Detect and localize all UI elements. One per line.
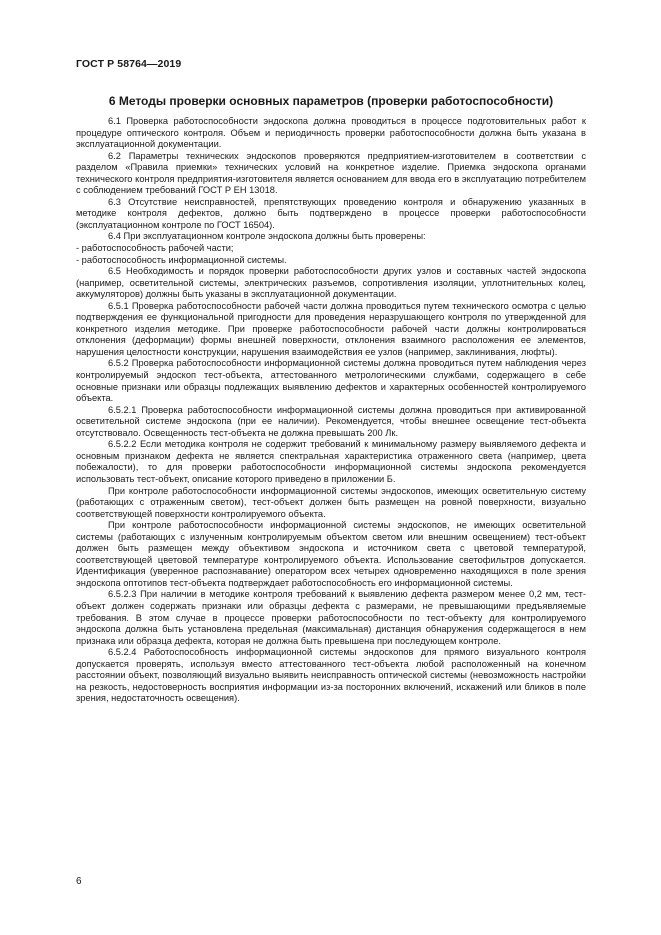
paragraph: 6.3 Отсутствие неисправностей, препятствующих проведению контроля и обнаружению указанных в методике контроля дефектов, должно быть подтверждено в процессе проверки работоспособности (эксплуатационном контроле по ГОСТ 16504). bbox=[76, 196, 586, 230]
page-number: 6 bbox=[76, 876, 82, 887]
paragraph: 6.5 Необходимость и порядок проверки работоспособности других узлов и составных частей эндоскопа (например, осветительной системы, электрических разъемов, сопротивления изоляции, уплотнительных колец, аккумуляторов) должны быть указаны в эксплуатационной документации. bbox=[76, 266, 586, 300]
paragraph: При контроле работоспособности информационной системы эндоскопов, имеющих осветительную систему (работающих с отраженным светом), тест-объект должен быть размещен на ровной поверхности, визуально соответствующей поверхности контролируемого объекта. bbox=[76, 485, 586, 519]
section-title: 6 Методы проверки основных параметров (проверки работоспособности) bbox=[108, 94, 554, 108]
document-body bbox=[76, 116, 586, 705]
list-item: - работоспособность рабочей части; bbox=[76, 243, 234, 254]
paragraph: 6.5.2.2 Если методика контроля не содержит требований к минимальному размеру выявляемого дефекта и основным признаком дефекта не является спектральная характеристика отраженного света (например, цвета побежалости), то для проверки работоспособности информационной системы эндоскопа рекомендуется использовать тест-объект, описание которого приведено в приложении Б. bbox=[76, 439, 586, 484]
document-header: ГОСТ Р 58764—2019 bbox=[76, 58, 182, 70]
paragraph: 6.5.1 Проверка работоспособности рабочей части должна проводиться путем технического осмотра с целью подтверждения ее функциональной пригодности для проведения неразрушающего контроля по утвержденной для конкретного изделия методике. При проверке работоспособности рабочей части должны контролироваться отклонения (деформации) формы внешней поверхности, отклонения взаимного расположения ее элементов, нарушения целостности конструкции, нарушения взаимодействия ее узлов (например, заклинивания, люфты). bbox=[76, 300, 586, 357]
paragraph: 6.5.2.3 При наличии в методике контроля требований к выявлению дефекта размером менее 0,2 мм, тест-объект должен содержать признаки или образцы дефекта с размерами, не превышающими предъявляемые требования. В этом случае в процессе проверки работоспособности по тест-объекту для контролируемого эндоскопа должна быть установлена предельная (максимальная) дистанция обнаружения содержащегося в нем признака или образца дефекта, которая не должна быть превышена при последующем контроле. bbox=[76, 589, 586, 646]
paragraph: 6.4 При эксплуатационном контроле эндоскопа должны быть проверены: bbox=[108, 231, 426, 242]
list-item: - работоспособность информационной системы. bbox=[76, 254, 287, 265]
paragraph: 6.1 Проверка работоспособности эндоскопа должна проводиться в процессе подготовительных работ к процедуре оптического контроля. Объем и периодичность проверки работоспособности должна быть указана в эксплуатационной документации. bbox=[76, 116, 586, 150]
paragraph: При контроле работоспособности информационной системы эндоскопов, не имеющих осветительной системы (работающих с излученным контролируемым объектом светом или внешним освещением) тест-объект должен быть размещен между объективом эндоскопа и источником света с цветовой температурой, соответствующей цветовой температуре контролируемого объекта. Использование светофильтров допускается. Идентификация (уверенное распознавание) оператором всех четырех одновременно находящихся в поле зрения эндоскопа оптотипов тест-объекта подтверждает работоспособность его информационной системы. bbox=[76, 520, 586, 588]
paragraph: 6.5.2 Проверка работоспособности информационной системы должна проводиться путем наблюдения через контролируемый эндоскоп тест-объекта, аттестованного метрологическими службами, содержащего в себе основные признаки или образцы подлежащих выявлению дефектов и характерных особенностей контролируемого объекта. bbox=[76, 358, 586, 404]
paragraph: 6.5.2.4 Работоспособность информационной системы эндоскопов для прямого визуального контроля допускается проверять, используя вместо аттестованного тест-объекта любой расположенный на конечном расстоянии объект, позволяющий визуально выявить неисправность оптической системы (невозможность настройки на резкость, недостоверность восприятия информации из-за посторонних включений, искажений или бликов в поле зрения, недостаточность освещения). bbox=[76, 647, 586, 704]
paragraph: 6.2 Параметры технических эндоскопов проверяются предприятием-изготовителем в соответствии с разделом «Правила приемки» технических условий на конкретное изделие. Приемка эндоскопа органами технического контроля предприятия-изготовителя является основанием для ввода его в эксплуатацию потребителем с соблюдением требований ГОСТ Р ЕН 13018. bbox=[76, 150, 586, 196]
paragraph: 6.5.2.1 Проверка работоспособности информационной системы должна проводиться при активированной осветительной системе эндоскопа (при ее наличии). Рекомендуется, чтобы внешнее освещение тест-объекта отсутствовало. Освещенность тест-объекта не должна превышать 200 Лк. bbox=[76, 404, 586, 438]
